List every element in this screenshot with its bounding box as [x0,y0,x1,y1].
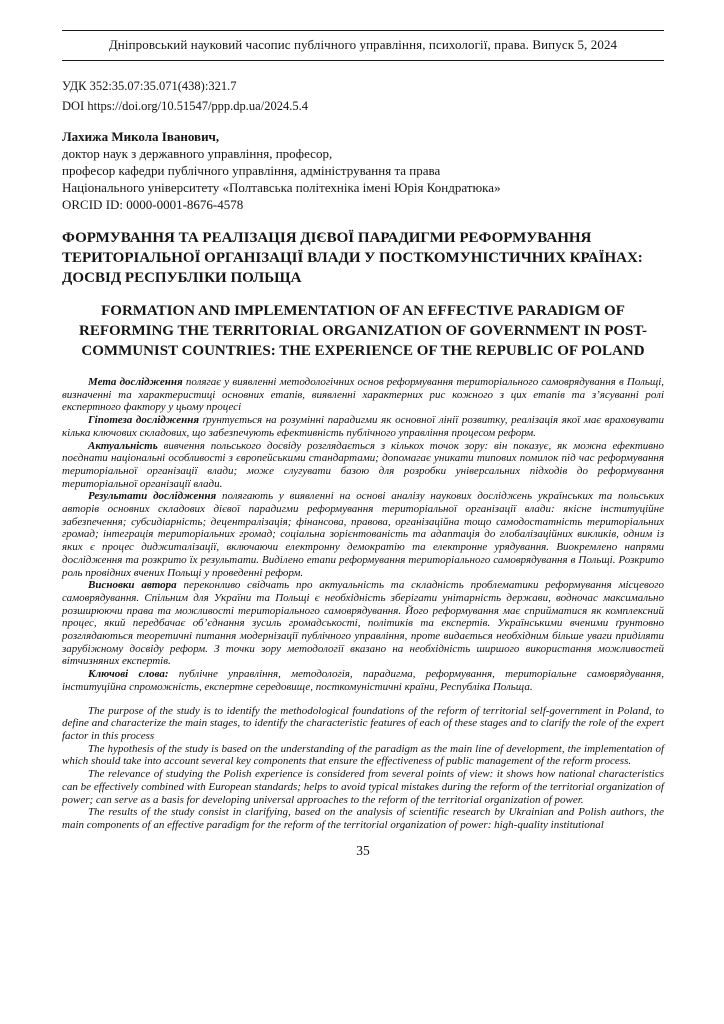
article-meta [62,78,664,115]
udc-code: УДК 352:35.07:35.071(438):321.7 [62,79,237,93]
article-title-en: FORMATION AND IMPLEMENTATION OF AN EFFECTIVE PARADIGM OF REFORMING THE TERRITORIAL ORGANIZATION OF GOVERNMENT IN POST-COMMUNIST COUNTRIES: THE EXPERIENCE OF THE REPUBLIC OF POLAND [78,303,647,359]
paragraph-lead: The purpose of the study [88,704,200,717]
abstract-ua [62,376,664,694]
paragraph-lead: Гіпотеза дослідження [88,414,199,427]
author-degree: доктор наук з державного управління, професор, [62,146,333,161]
article-title-ua: ФОРМУВАННЯ ТА РЕАЛІЗАЦІЯ ДІЄВОЇ ПАРАДИГМИ РЕФОРМУВАННЯ ТЕРИТОРІАЛЬНОЇ ОРГАНІЗАЦІЇ ВЛАДИ У ПОСТКОМУНІСТИЧНИХ КРАЇНАХ: ДОСВІД РЕСПУБЛІКИ ПОЛЬЩА [62,230,643,286]
paragraph-lead: Актуальність [88,439,158,452]
abstract-paragraph [62,705,664,743]
author-name: Лахижа Микола Іванович, [62,129,220,144]
abstract-paragraph [62,490,664,579]
abstract-paragraph [62,414,664,439]
abstract-paragraph [62,768,664,806]
abstract-paragraph [62,579,664,668]
paragraph-lead: The results of the study [88,806,195,819]
journal-header: Дніпровський науковий часопис публічного управління, психології, права. Випуск 5, 2024 [62,30,664,61]
paragraph-text: consist in clarifying, based on the analysis of scientific research by Ukrainian and Polish authors, the main components of an effective paradigm for the reform of the territorial organization of power: high-quality institutional [62,806,664,831]
paragraph-lead: Результати дослідження [88,490,217,503]
paragraph-lead: Мета дослідження [88,376,183,388]
paragraph-text: ґрунтується на розумінні парадигми як основної лінії розвитку, реалізація якої має враховувати кілька ключових складових, що забезпечують ефективність публічного управління процесом реформ. [62,414,664,439]
paragraph-text: переконливо свідчать про актуальність та складність проблематики реформування місцевого самоврядування. Спільним для України та Польщі є необхідність зберігати унітарність держави, водночас максимально розширюючи права та можливості територіального самоврядування. Його реформування має сприйматися як комплексний процес, який передбачає об’єднання зусиль громадськості, політиків та експертів. Українськими вченими ґрунтовно розглядаються теоретичні питання модернізації публічного управління, проте видається необхідним більше уваги приділяти зарубіжному досвіду реформ. З точки зору методології вказано на необхідність ширшого використання можливостей вітчизняних експертів. [62,579,664,668]
paragraph-text: полягає у виявленні методологічних основ реформування територіального самоврядування в Польщі, визначенні та характеристиці основних етапів, виявленні характерних рис кожного з цих етапів та з’ясуванні ролі експертного фактору у цьому процесі [62,376,665,414]
author-affiliation: Національного університету «Полтавська політехніка імені Юрія Кондратюка» [62,180,501,195]
paragraph-text: полягають у виявленні на основі аналізу наукових досліджень українських та польських авторів основних складових дієвої парадигми реформування територіальної організації влади: якісне інституційне забезпечення; субсидіарність; децентралізація; фінансова, правова, організаційна тощо самодостатність територіальних громад; інтеграція територіальних громад; соціальна зорієнтованість та адаптація до глобалізаційних викликів, одним із яких є процес диджиталізації, включаючи електронну демократію та електронне урядування. Виокремлено напрями дослідження та розкрито їх результати. Виділено етапи реформування територіального самоврядування в Польщі. Розкрито роль провідних вчених Польщі у проведенні реформ. [62,490,664,579]
keywords-paragraph [62,668,664,693]
author-position: професор кафедри публічного управління, адміністрування та права [62,163,441,178]
author-block [62,128,664,213]
author-orcid: ORCID ID: 0000-0001-8676-4578 [62,197,244,212]
abstract-paragraph [62,743,664,768]
keywords-label: Ключові слова: [88,668,169,681]
abstract-paragraph [62,440,664,491]
page-number: 35 [356,842,370,858]
paragraph-text: of studying the Polish experience is considered from several points of view: it shows how national characteristics can be effectively combined with European standards; helps to avoid typical mistakes during the reform of the territorial organization of power; can serve as a basis for developing universal approaches to the reform of the territorial organization of power. [62,768,664,806]
paragraph-lead: Висновки автора [88,579,177,592]
paragraph-lead: The relevance [88,768,151,781]
paragraph-text: вивчення польського досвіду розглядається з кількох точок зору: він показує, як можна ефективно поєднати національні особливості з європейськими стандартами; допомагає уникати типових помилок під час реформування територіальної організації влади; може слугувати базою для розробки універсальних підходів до реформування територіальної організації влади. [62,439,664,490]
paragraph-text: is based on the understanding of the paradigm as the main line of development, the implementation of which should take into account several key components that ensure the effectiveness of public management of the reform process. [62,742,665,768]
abstract-paragraph [62,376,664,414]
abstract-paragraph [62,806,664,831]
doi-link: DOI https://doi.org/10.51547/ppp.dp.ua/2024.5.4 [62,99,308,113]
keywords-text: публічне управління, методологія, парадигма, реформування, територіальне самоврядування, інституційна спроможність, експертне середовище, посткомуністичні країни, Республіка Польща. [62,668,665,693]
abstract-en [62,705,664,832]
paragraph-lead: The hypothesis of the study [88,742,209,755]
paragraph-text: is to identify the methodological foundations of the reform of territorial self-government in Poland, to define and characterize the main stages, to identify the characteristic features of each of these stages and to clarify the role of the expert factor in this process [62,704,664,742]
